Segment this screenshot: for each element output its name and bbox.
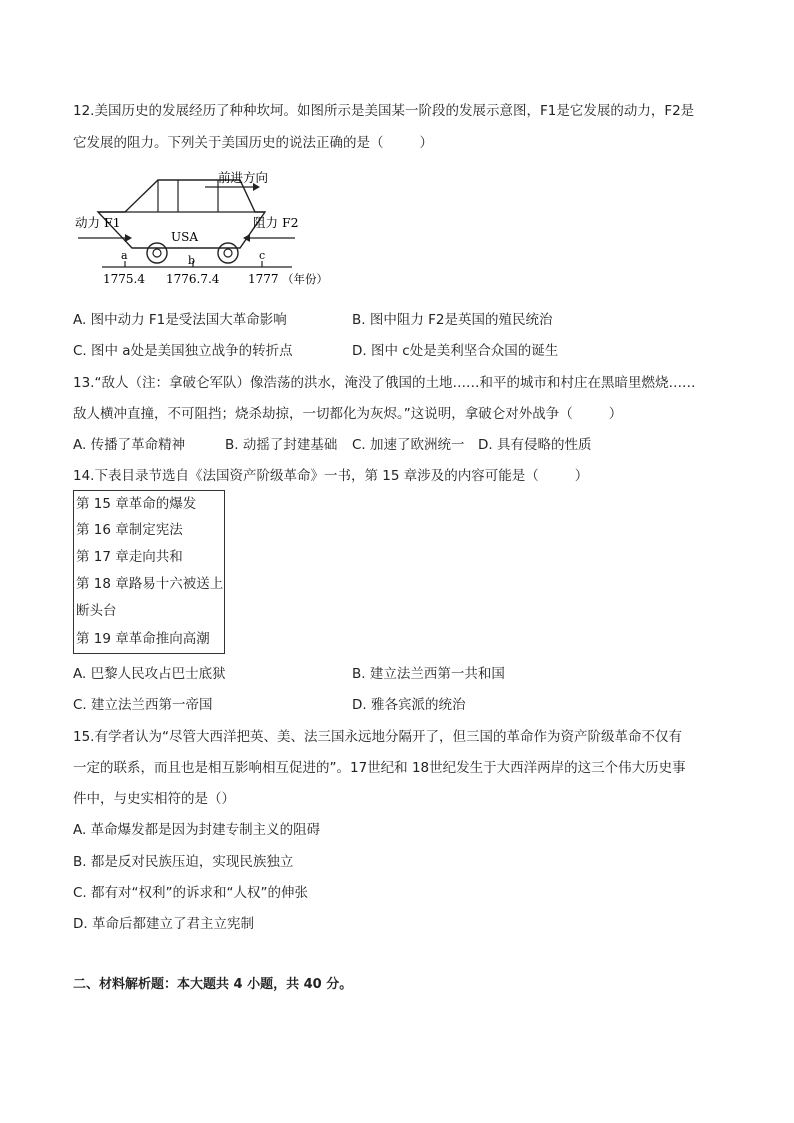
q13-stem-text: 敌人横冲直撞，不可阻挡；烧杀劫掠，一切都化为灰烬。”这说明，拿破仑对外战争（ — [73, 406, 573, 422]
q14-stem-close: ） — [574, 468, 589, 484]
table-of-contents — [73, 490, 225, 654]
q14-stem-text: 14.下表目录节选自《法国资产阶级革命》一书，第 15 章涉及的内容可能是（ — [73, 468, 539, 484]
q13-option-b[interactable]: B. 动摇了封建基础 — [225, 437, 338, 453]
f2-arrow-icon — [243, 234, 250, 242]
section-heading: 二、材料解析题：本大题共 4 小题，共 40 分。 — [73, 977, 353, 992]
point-c: c — [259, 249, 266, 262]
q12-option-a[interactable]: A. 图中动力 F1是受法国大革命影响 — [73, 312, 287, 328]
q12-option-b[interactable]: B. 图中阻力 F2是英国的殖民统治 — [352, 312, 553, 328]
q13-option-c[interactable]: C. 加速了欧洲统一 — [352, 437, 465, 453]
q15-stem-line1: 15.有学者认为“尽管大西洋把英、美、法三国永远地分隔开了，但三国的革命作为资产阶级革命不仅有 — [73, 729, 682, 745]
front-wheel — [147, 243, 167, 263]
q14-stem — [73, 466, 588, 486]
q14-option-c[interactable]: C. 建立法兰西第一帝国 — [73, 697, 213, 713]
q15-option-d[interactable]: D. 革命后都建立了君主立宪制 — [73, 916, 254, 932]
q15-stem-line3: 件中，与史实相符的是（） — [73, 791, 235, 807]
point-a: a — [121, 249, 128, 262]
f2-label: 阻力 F2 — [253, 215, 299, 230]
q12-stem-line1: 12.美国历史的发展经历了种种坎坷。如图所示是美国某一阶段的发展示意图，F1是它发展的动力，F2是 — [73, 103, 695, 119]
q13-stem-line1: 13.“敌人（注：拿破仑军队）像浩荡的洪水，淹没了俄国的土地……和平的城市和村庄在黑暗里燃烧…… — [73, 375, 696, 391]
rear-wheel — [218, 243, 238, 263]
toc-row: 第 17 章走向共和 — [76, 549, 183, 565]
toc-row: 第 15 章革命的爆发 — [76, 496, 197, 512]
q14-option-b[interactable]: B. 建立法兰西第一共和国 — [352, 666, 505, 682]
q15-stem-line2: 一定的联系，而且也是相互影响相互促进的”。17世纪和 18世纪发生于大西洋两岸的这三个伟大历史事 — [73, 760, 686, 776]
f1-arrow-icon — [125, 234, 132, 242]
date-1775: 1775.4 — [103, 272, 145, 286]
point-b: b — [188, 254, 196, 267]
q15-option-c[interactable]: C. 都有对“权利”的诉求和“人权”的伸张 — [73, 885, 308, 901]
q12-option-d[interactable]: D. 图中 c处是美利坚合众国的诞生 — [352, 343, 559, 359]
toc-row: 第 19 章革命推向高潮 — [76, 631, 210, 647]
q13-option-d[interactable]: D. 具有侵略的性质 — [478, 437, 592, 453]
f1-label: 动力 F1 — [75, 215, 121, 230]
q13-stem-line2 — [73, 404, 622, 424]
q12-stem-line2 — [73, 133, 433, 153]
forward-label: 前进方向 — [218, 170, 269, 185]
q12-option-c[interactable]: C. 图中 a处是美国独立战争的转折点 — [73, 343, 293, 359]
q14-option-d[interactable]: D. 雅各宾派的统治 — [352, 697, 466, 713]
q15-option-b[interactable]: B. 都是反对民族压迫，实现民族独立 — [73, 854, 294, 870]
date-1776: 1776.7.4 — [166, 272, 220, 286]
toc-row: 断头台 — [76, 603, 117, 619]
toc-row: 第 18 章路易十六被送上 — [76, 576, 224, 592]
q15-option-a[interactable]: A. 革命爆发都是因为封建专制主义的阻碍 — [73, 822, 321, 838]
q14-option-a[interactable]: A. 巴黎人民攻占巴士底狱 — [73, 666, 226, 682]
q13-option-a[interactable]: A. 传播了革命精神 — [73, 437, 186, 453]
unit-label: （年份） — [282, 272, 328, 286]
date-1777: 1777 — [248, 272, 279, 286]
us-development-diagram — [70, 165, 340, 290]
q12-stem-text: 它发展的阻力。下列关于美国历史的说法正确的是（ — [73, 135, 384, 151]
q12-stem-close: ） — [419, 135, 433, 151]
car-label: USA — [171, 230, 198, 244]
q13-stem-close: ） — [608, 406, 623, 422]
toc-row: 第 16 章制定宪法 — [76, 522, 183, 538]
